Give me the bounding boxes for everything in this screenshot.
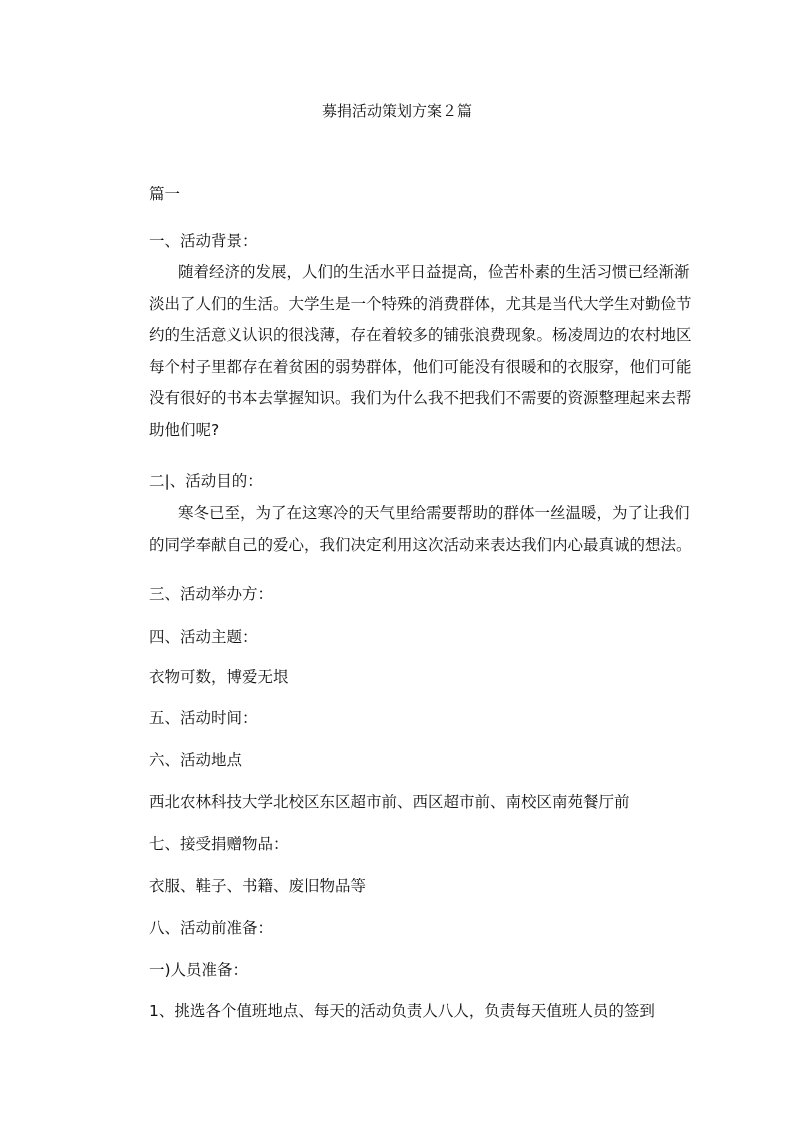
body-paragraph [149,257,706,447]
paragraph-line: 的同学奉献自己的爱心，我们决定利用这次活动来表达我们内心最真诚的想法。 [149,535,692,554]
body-paragraph [149,498,706,561]
paragraph: 二|、活动目的： [149,472,263,490]
paragraph: 四、活动主题： [149,628,258,646]
paragraph-line: 没有很好的书本去掌握知识。我们为什么我不把我们不需要的资源整理起来去帮 [149,389,692,408]
paragraph: 五、活动时间： [149,709,258,727]
paragraph: 衣物可数，博爱无垠 [149,668,289,686]
paragraph: 八、活动前准备： [149,919,274,937]
paragraph: 1、挑选各个值班地点、每天的活动负责人八人，负责每天值班人员的签到 [149,1002,655,1020]
paragraph-line: 寒冬已至，为了在这寒冷的天气里给需要帮助的群体一丝温暖，为了让我们 [178,504,690,522]
paragraph: 一)人员准备： [149,961,249,979]
paragraph: 篇一 [149,185,181,203]
paragraph-line: 随着经济的发展，人们的生活水平日益提高，俭苦朴素的生活习惯已经渐渐 [178,263,690,281]
paragraph: 衣服、鞋子、书籍、废旧物品等 [149,877,367,895]
paragraph: 六、活动地点 [149,751,243,769]
document-title: 募捐活动策划方案２篇 [321,102,472,120]
paragraph-line: 每个村子里都存在着贫困的弱势群体，他们可能没有很暖和的衣服穿，他们可能 [149,357,692,376]
paragraph-line: 助他们呢? [149,420,220,439]
paragraph-line: 约的生活意义认识的很浅薄，存在着较多的铺张浪费现象。杨凌周边的农村地区 [149,326,692,345]
paragraph: 三、活动举办方： [149,585,274,603]
paragraph: 七、接受捐赠物品： [149,835,289,853]
paragraph: 一、活动背景： [149,232,258,250]
paragraph-line: 淡出了人们的生活。大学生是一个特殊的消费群体，尤其是当代大学生对勤俭节 [149,294,692,313]
paragraph: 西北农林科技大学北校区东区超市前、西区超市前、南校区南苑餐厅前 [149,793,630,811]
